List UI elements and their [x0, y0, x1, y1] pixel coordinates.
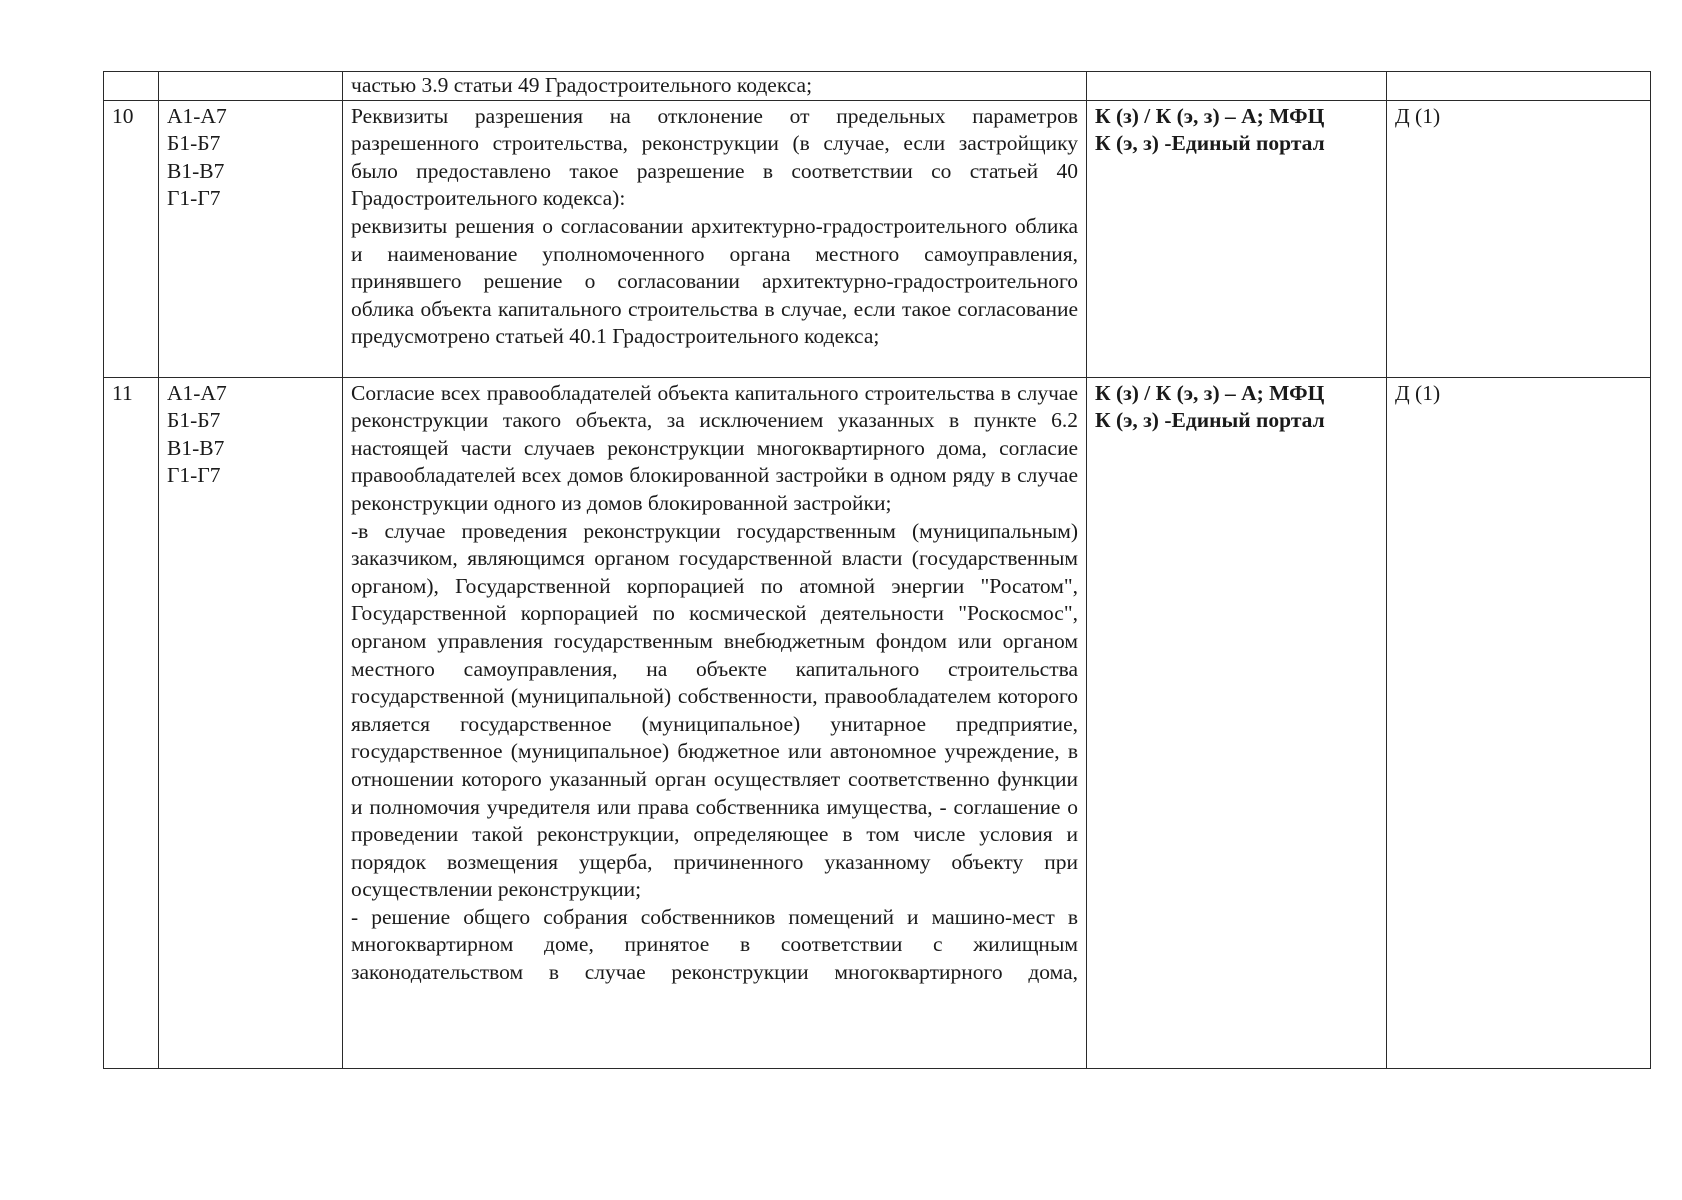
requirement-cell [343, 100, 1087, 377]
requirement-paragraph: -в случае проведения реконструкции государственным (муниципальным) заказчиком, являющимся органом государственной власти (государственным органом), Государственной корпорацией по атомной энергии "Росатом", Государственной корпорацией по космической деятельности "Роскосмос", органом управления государственным внебюджетным фондом или органом местного самоуправления, на объекте капитального строительства государственной (муниципальной) собственности, правообладателем которого является государственное (муниципальное) унитарное предприятие, государственное (муниципальное) бюджетное или автономное учреждение, в отношении которого указанный орган осуществляет соответственно функции и полномочия учредителя или права собственника имущества, - соглашение о проведении такой реконструкции, определяющее в том числе условия и порядок возмещения ущерба, причиненного указанному объекту при осуществлении реконструкции; [351, 518, 1078, 902]
document-type-cell: Д (1) [1387, 377, 1651, 1068]
submission-method: К (э, з) -Единый портал [1095, 408, 1325, 433]
document-table [103, 71, 1651, 1069]
submission-method: К (э, з) -Единый портал [1095, 131, 1325, 156]
submission-method-cell [1087, 100, 1387, 377]
code-range: В1-В7 [167, 158, 225, 183]
submission-method-cell [1087, 377, 1387, 1068]
row-number-cell: 10 [104, 100, 159, 377]
row-number-cell: 11 [104, 377, 159, 1068]
submission-method: К (з) / К (э, з) – А; МФЦ [1095, 380, 1325, 405]
requirement-paragraph: Согласие всех правообладателей объекта капитального строительства в случае реконструкции такого объекта, за исключением указанных в пункте 6.2 настоящей части случаев реконструкции многоквартирного дома, согласие правообладателей всех домов блокированной застройки в одном ряду в случае реконструкции одного из домов блокированной застройки; [351, 380, 1078, 515]
table-row-11 [104, 377, 1651, 1068]
submission-method-cell [1087, 72, 1387, 101]
submission-method: К (з) / К (э, з) – А; МФЦ [1095, 103, 1325, 128]
requirement-cell [343, 377, 1087, 1068]
requirement-paragraph: - решение общего собрания собственников помещений и машино-мест в многоквартирном доме, принятое в соответствии с жилищным законодательством в случае реконструкции многоквартирного дома, [351, 904, 1078, 985]
row-number-cell [104, 72, 159, 101]
table-row-continuation [104, 72, 1651, 101]
table-row-10 [104, 100, 1651, 377]
code-range: А1-А7 [167, 103, 227, 128]
code-range: Б1-Б7 [167, 131, 221, 156]
codes-cell [159, 72, 343, 101]
codes-cell [159, 377, 343, 1068]
code-range: Г1-Г7 [167, 186, 221, 211]
requirement-cell: частью 3.9 статьи 49 Градостроительного кодекса; [343, 72, 1087, 101]
document-type-cell [1387, 72, 1651, 101]
requirement-paragraph: Реквизиты разрешения на отклонение от предельных параметров разрешенного строительства, реконструкции (в случае, если застройщику было предоставлено такое разрешение в соответствии со статьей 40 Градостроительного кодекса): [351, 103, 1078, 211]
code-range: В1-В7 [167, 435, 225, 460]
document-type-cell: Д (1) [1387, 100, 1651, 377]
code-range: А1-А7 [167, 380, 227, 405]
code-range: Б1-Б7 [167, 408, 221, 433]
codes-cell [159, 100, 343, 377]
requirement-paragraph: реквизиты решения о согласовании архитектурно-градостроительного облика и наименование уполномоченного органа местного самоуправления, принявшего решение о согласовании архитектурно-градостроительного облика объекта капитального строительства в случае, если такое согласование предусмотрено статьей 40.1 Градостроительного кодекса; [351, 213, 1078, 349]
code-range: Г1-Г7 [167, 463, 221, 488]
